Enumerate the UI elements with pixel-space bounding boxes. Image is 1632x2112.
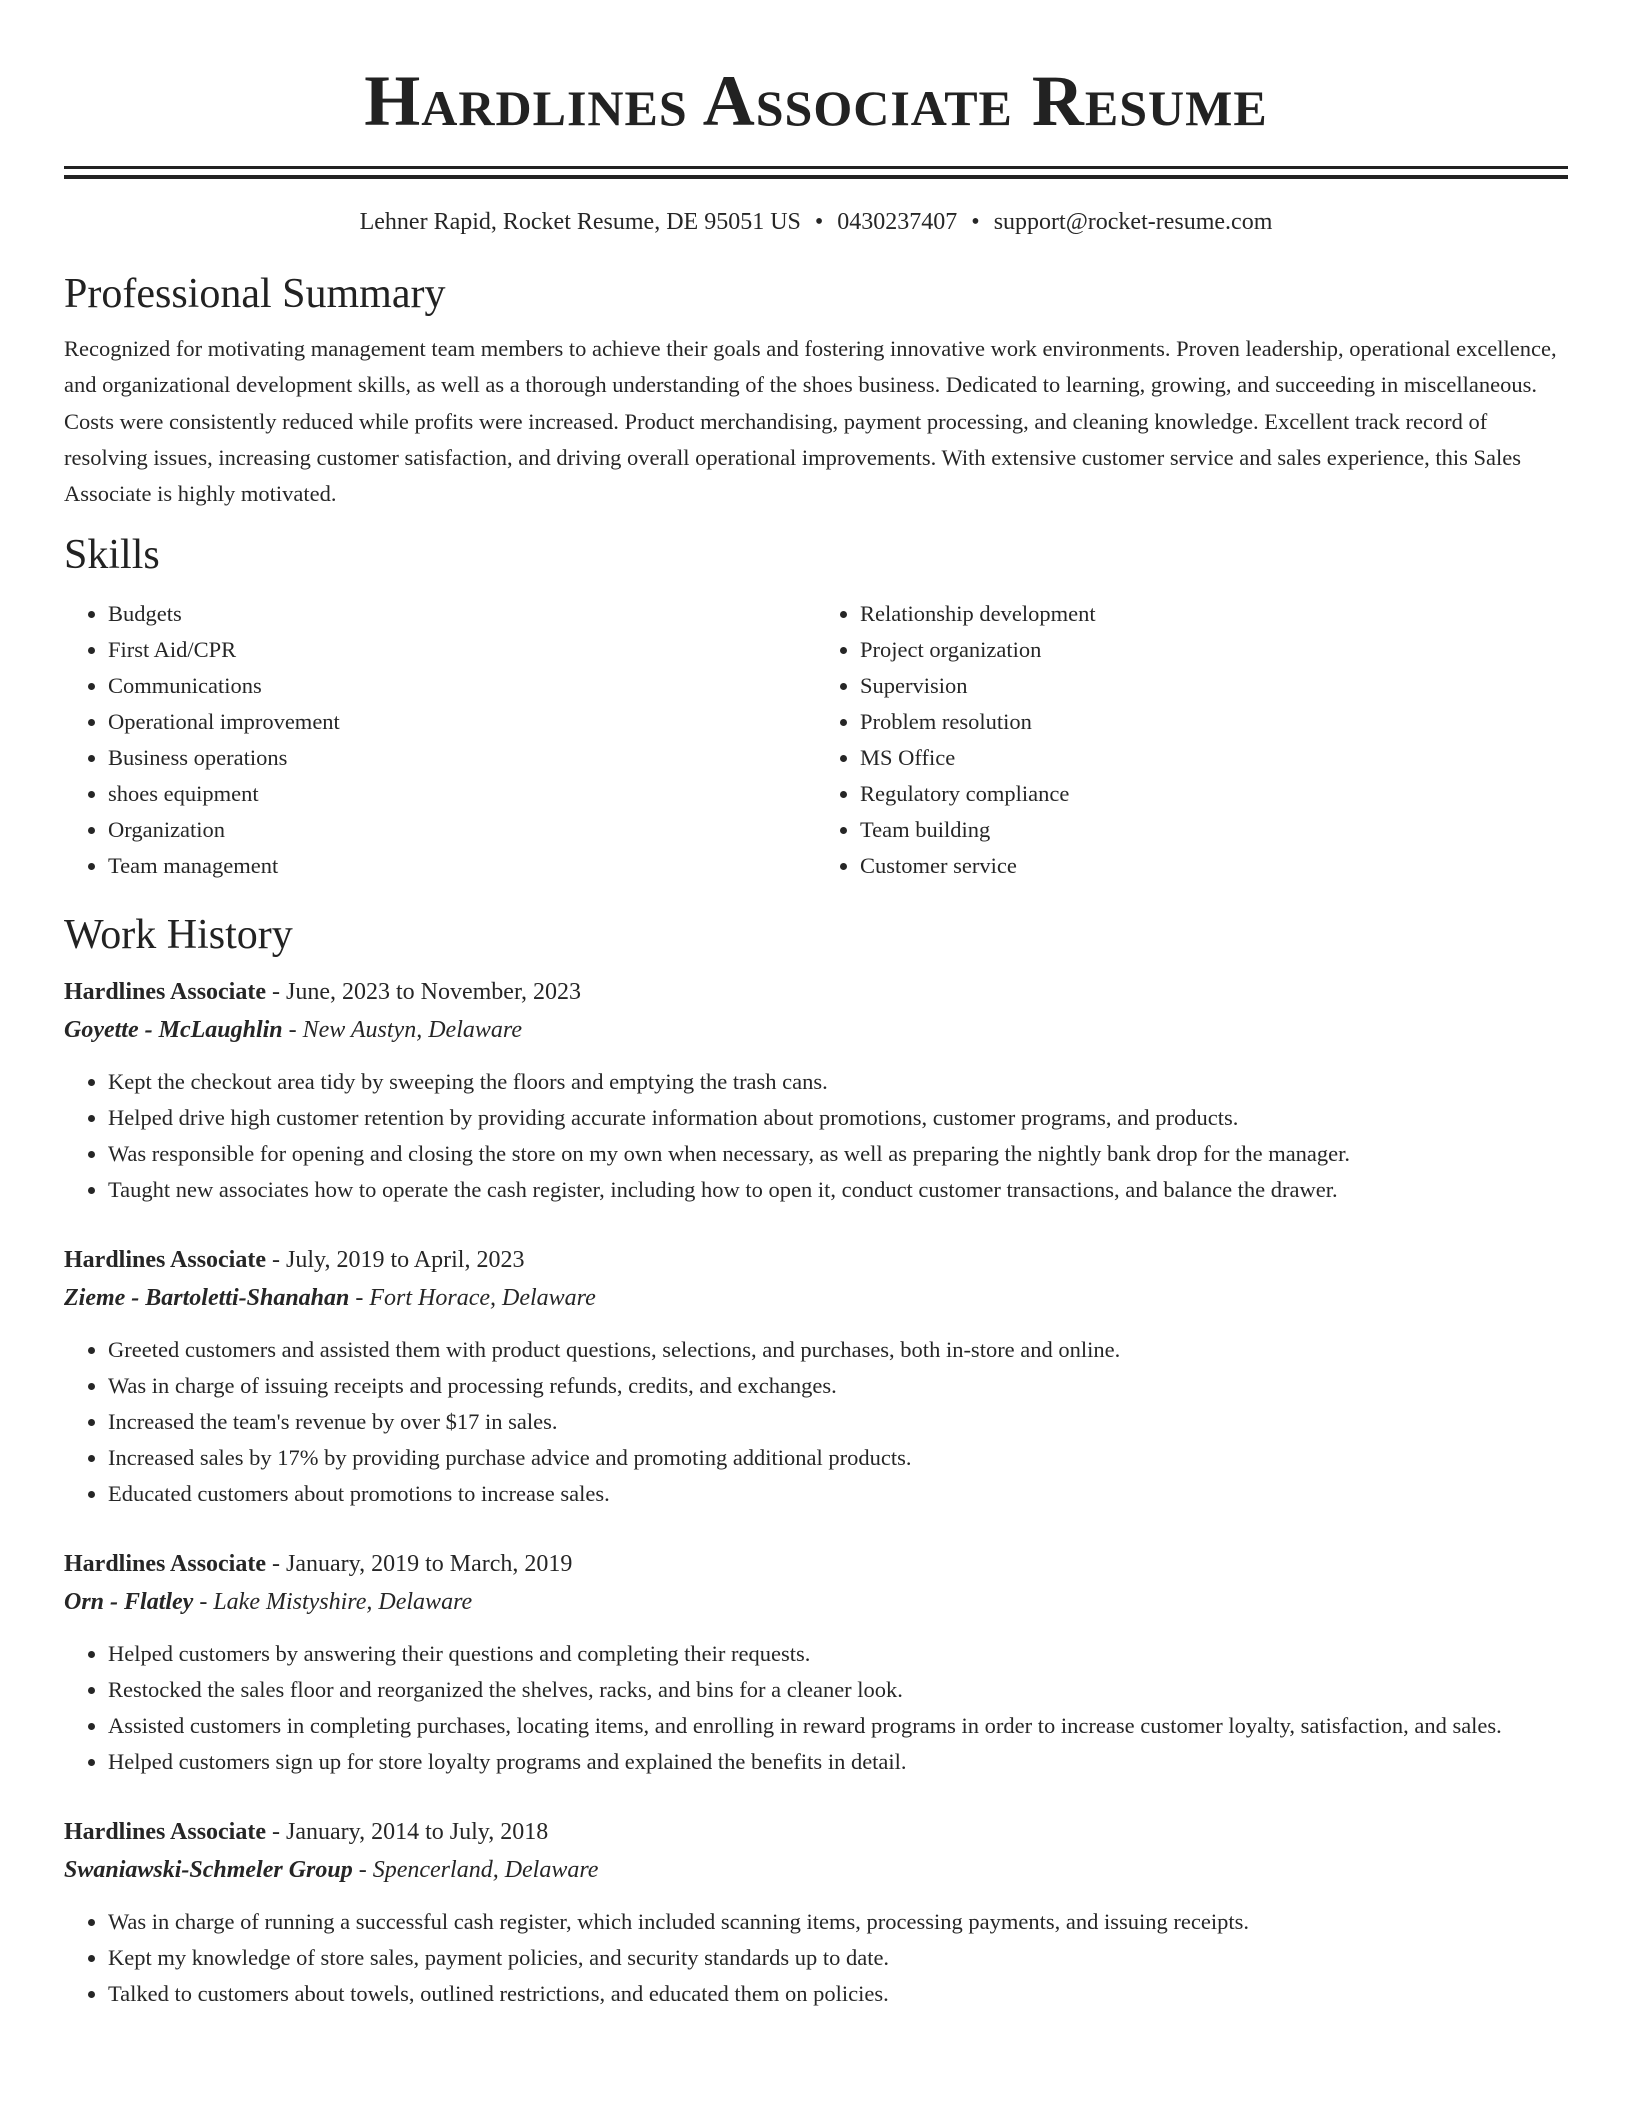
skill-item: • Project organization <box>860 632 1568 668</box>
job-title-line <box>64 1814 1568 1850</box>
skills-list <box>64 596 1568 884</box>
skills-column-right <box>816 596 1568 884</box>
job-location: - Fort Horace, Delaware <box>349 1285 596 1312</box>
contact-email: support@rocket-resume.com <box>993 209 1273 235</box>
job-duty: • Helped drive high customer retention by providing accurate information about promotions, customer programs, and products. <box>108 1100 1568 1136</box>
job-duty: • Increased the team's revenue by over $17 in sales. <box>108 1404 1568 1440</box>
job-duty: • Restocked the sales floor and reorganized the shelves, racks, and bins for a cleaner look. <box>108 1672 1568 1708</box>
job-company: Swaniawski-Schmeler Group <box>64 1857 353 1884</box>
contact-separator: • <box>971 209 980 235</box>
job-location: - Lake Mistyshire, Delaware <box>193 1589 473 1616</box>
job-title-line <box>64 1242 1568 1278</box>
job-title: Hardlines Associate <box>64 1819 266 1846</box>
resume-page <box>64 0 1568 2012</box>
job-duty: • Talked to customers about towels, outlined restrictions, and educated them on policies. <box>108 1976 1568 2012</box>
job-duty: • Was in charge of running a successful cash register, which included scanning items, processing payments, and issuing receipts. <box>108 1904 1568 1940</box>
job-entry <box>64 1546 1568 1780</box>
job-duty: • Helped customers sign up for store loyalty programs and explained the benefits in detail. <box>108 1744 1568 1780</box>
job-entry <box>64 974 1568 1208</box>
job-title-line <box>64 974 1568 1010</box>
contact-separator: • <box>814 209 824 235</box>
job-title-line <box>64 1546 1568 1582</box>
job-location: - Spencerland, Delaware <box>352 1857 599 1884</box>
job-company: Zieme - Bartoletti-Shanahan <box>64 1285 350 1312</box>
job-company: Orn - Flatley <box>64 1589 194 1616</box>
skills-column-left <box>64 596 816 884</box>
job-duty: • Increased sales by 17% by providing purchase advice and promoting additional products. <box>108 1440 1568 1476</box>
job-duty: • Kept my knowledge of store sales, payment policies, and security standards up to date. <box>108 1940 1568 1976</box>
skill-item: • Team management <box>108 848 816 884</box>
job-duty: • Greeted customers and assisted them with product questions, selections, and purchases, both in-store and online. <box>108 1332 1568 1368</box>
job-title: Hardlines Associate <box>64 1551 266 1578</box>
job-duty: • Kept the checkout area tidy by sweeping the floors and emptying the trash cans. <box>108 1064 1568 1100</box>
job-dates: - June, 2023 to November, 2023 <box>266 979 581 1006</box>
job-entry <box>64 1242 1568 1512</box>
job-dates: - July, 2019 to April, 2023 <box>266 1247 525 1274</box>
skill-item: • Regulatory compliance <box>860 776 1568 812</box>
work-history-heading: Work History <box>64 912 293 959</box>
skill-item: • MS Office <box>860 740 1568 776</box>
skill-item: • Organization <box>108 812 816 848</box>
job-duty: • Taught new associates how to operate the cash register, including how to open it, conduct customer transactions, and balance the drawer. <box>108 1172 1568 1208</box>
job-company-line <box>64 1850 1568 1890</box>
job-company-line <box>64 1278 1568 1318</box>
skill-item: • Budgets <box>108 596 816 632</box>
contact-line <box>64 207 1568 237</box>
skill-item: • Business operations <box>108 740 816 776</box>
title-divider-top <box>64 166 1568 169</box>
job-duty: • Was responsible for opening and closing the store on my own when necessary, as well as preparing the nightly bank drop for the manager. <box>108 1136 1568 1172</box>
job-duty: • Helped customers by answering their questions and completing their requests. <box>108 1636 1568 1672</box>
job-company: Goyette - McLaughlin <box>64 1017 283 1044</box>
job-dates: - January, 2014 to July, 2018 <box>266 1819 549 1846</box>
skill-item: • Problem resolution <box>860 704 1568 740</box>
resume-title: Hardlines Associate Resume <box>364 61 1268 141</box>
job-duties <box>64 1064 1568 1208</box>
job-title: Hardlines Associate <box>64 1247 266 1274</box>
skill-item: • Relationship development <box>860 596 1568 632</box>
title-divider-bottom <box>64 175 1568 179</box>
job-location: - New Austyn, Delaware <box>282 1017 522 1044</box>
skill-item: • Operational improvement <box>108 704 816 740</box>
job-title: Hardlines Associate <box>64 979 266 1006</box>
contact-address: Lehner Rapid, Rocket Resume, DE 95051 US <box>359 209 801 235</box>
contact-phone: 0430237407 <box>837 209 958 235</box>
skills-heading: Skills <box>64 532 160 579</box>
job-duties <box>64 1636 1568 1780</box>
summary-heading: Professional Summary <box>64 271 446 317</box>
job-dates: - January, 2019 to March, 2019 <box>266 1551 573 1578</box>
summary-text: Recognized for motivating management team members to achieve their goals and fostering innovative work environments. Proven leadership, operational excellence, and organizational development skills, as well as a thorough understanding of the shoes business. Dedicated to learning, growing, and succeeding in miscellaneous. Costs were consistently reduced while profits were increased. Product merchandising, payment processing, and cleaning knowledge. Excellent track record of resolving issues, increasing customer satisfaction, and driving overall operational improvements. With extensive customer service and sales experience, this Sales Associate is highly motivated. <box>64 336 1557 507</box>
job-duties <box>64 1332 1568 1512</box>
skill-item: • Communications <box>108 668 816 704</box>
job-duties <box>64 1904 1568 2012</box>
job-entry <box>64 1814 1568 2012</box>
skill-item: • First Aid/CPR <box>108 632 816 668</box>
job-company-line <box>64 1010 1568 1050</box>
skill-item: • shoes equipment <box>108 776 816 812</box>
skill-item: • Supervision <box>860 668 1568 704</box>
job-duty: • Educated customers about promotions to increase sales. <box>108 1476 1568 1512</box>
job-company-line <box>64 1582 1568 1622</box>
job-duty: • Assisted customers in completing purchases, locating items, and enrolling in reward programs in order to increase customer loyalty, satisfaction, and sales. <box>108 1708 1568 1744</box>
skill-item: • Customer service <box>860 848 1568 884</box>
job-duty: • Was in charge of issuing receipts and processing refunds, credits, and exchanges. <box>108 1368 1568 1404</box>
skill-item: • Team building <box>860 812 1568 848</box>
